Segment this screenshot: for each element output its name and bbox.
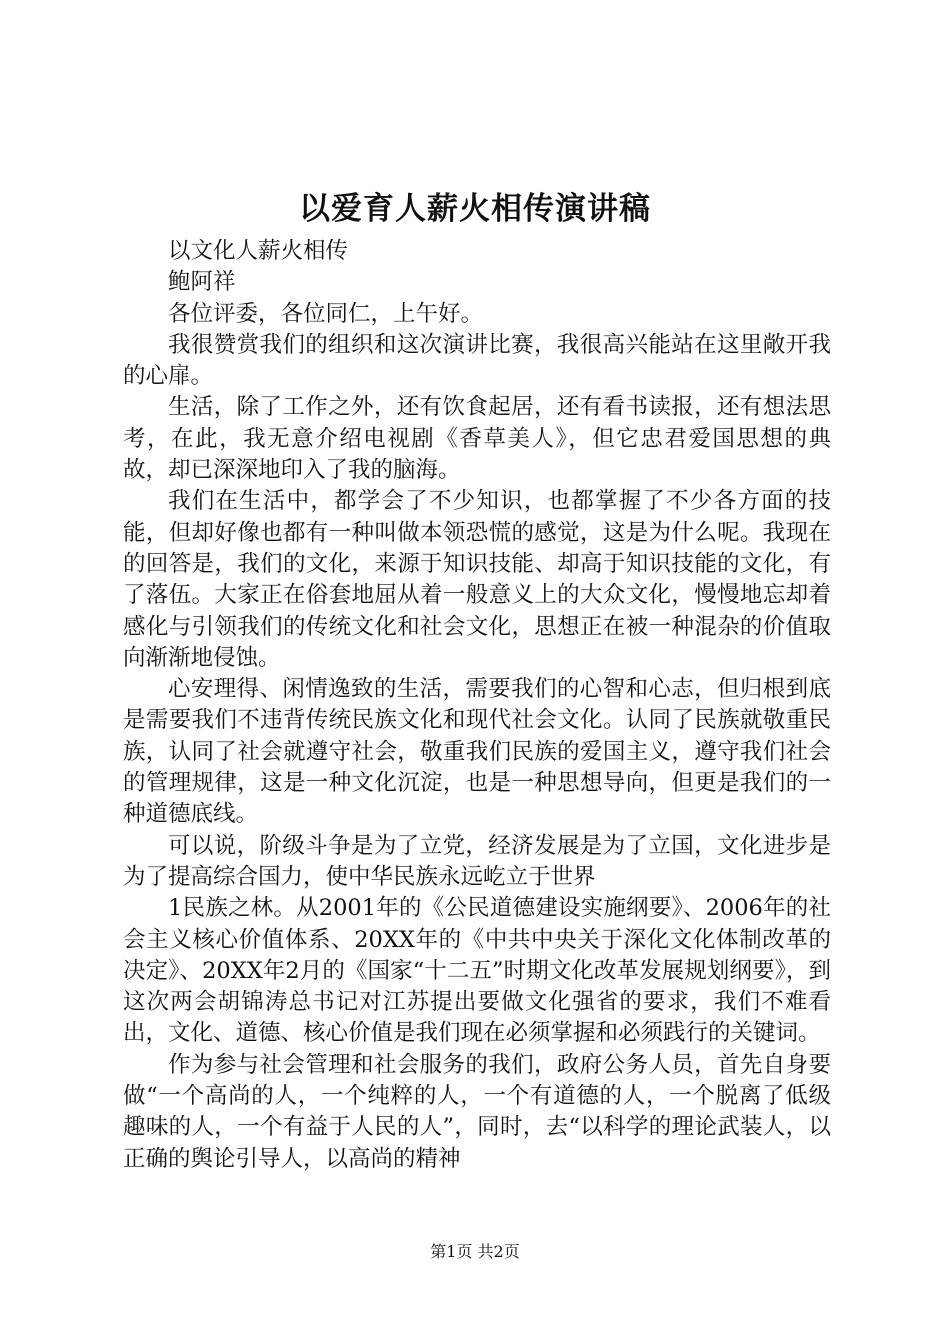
paragraph: 1民族之林。从2001年的《公民道德建设实施纲要》、2006年的社会主义核心价值体系、20XX年的《中共中央关于深化文化体制改革的决定》、20XX年2月的《国家“十二五”时期文化改革发展规划纲要》，到这次两会胡锦涛总书记对江苏提出要做文化强省的要求，我们不难看出，文化、道德、核心价值是我们现在必须掌握和必须践行的关键词。 [123, 895, 831, 1047]
paragraph: 心安理得、闲情逸致的生活，需要我们的心智和心志，但归根到底是需要我们不违背传统民族文化和现代社会文化。认同了民族就敬重民族，认同了社会就遵守社会，敬重我们民族的爱国主义，遵守我们社会的管理规律，这是一种文化沉淀，也是一种思想导向，但更是我们的一种道德底线。 [123, 676, 831, 828]
paragraph-greeting: 各位评委，各位同仁，上午好。 [168, 300, 484, 327]
paragraph-author: 鲍阿祥 [168, 269, 236, 296]
paragraph-subtitle: 以文化人薪火相传 [168, 238, 349, 264]
paragraph: 生活，除了工作之外，还有饮食起居，还有看书读报，还有想法思考，在此，我无意介绍电视剧《香草美人》，但它忠君爱国思想的典故，却已深深地印入了我的脑海。 [123, 394, 831, 484]
paragraph: 我很赞赏我们的组织和这次演讲比赛，我很高兴能站在这里敞开我的心扉。 [123, 331, 831, 390]
page-footer: 第1页 共2页 [430, 1242, 520, 1261]
paragraph: 作为参与社会管理和社会服务的我们，政府公务人员，首先自身要做“一个高尚的人，一个纯粹的人，一个有道德的人，一个脱离了低级趣味的人，一个有益于人民的人”，同时，去“以科学的理论武装人，以正确的舆论引导人，以高尚的精神 [123, 1051, 831, 1172]
paragraph: 可以说，阶级斗争是为了立党，经济发展是为了立国，文化进步是为了提高综合国力，使中华民族永远屹立于世界 [123, 832, 831, 890]
paragraph: 我们在生活中，都学会了不少知识，也都掌握了不少各方面的技能，但却好像也都有一种叫做本领恐慌的感觉，这是为什么呢。我现在的回答是，我们的文化，来源于知识技能、却高于知识技能的文化，有了落伍。大家正在俗套地屈从着一般意义上的大众文化，慢慢地忘却着感化与引领我们的传统文化和社会文化，思想正在被一种混杂的价值取向渐渐地侵蚀。 [123, 488, 831, 671]
document-title: 以爱育人薪火相传演讲稿 [299, 191, 651, 227]
document-body [123, 236, 831, 1175]
